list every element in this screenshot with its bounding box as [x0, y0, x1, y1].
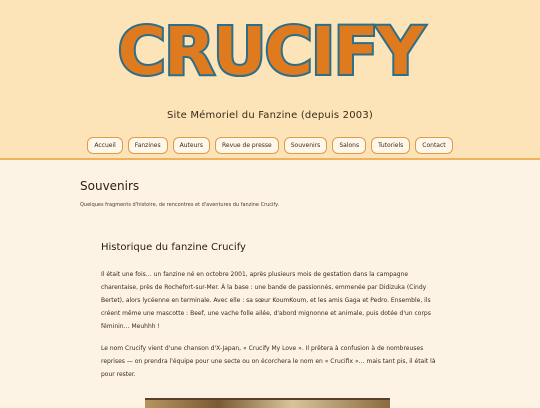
logo-text: CRUCIFY	[117, 13, 423, 90]
nav-item-souvenirs[interactable]: Souvenirs	[284, 137, 328, 154]
souvenir-photo	[145, 398, 390, 408]
history-paragraph-1: Il était une fois… un fanzine né en octobre 2001, après plusieurs mois de gestation dans la campagne charentaise, près de Rochefort-sur-Mer. À la base : une bande de passionnés, emmenée par Didizuka (Cindy Bertet), alors lycéenne en terminale. Avec elle : sa sœur KoumKoum, et les amis Gaga et Pedro. Ensemble, ils créent même une mascotte : Beef, une vache folle ailée, d'abord mignonne et animale, puis dotée d'un corps féminin… Meuhhh !	[101, 271, 431, 330]
crucify-logo-icon	[117, 4, 423, 94]
history-paragraph-2: Le nom Crucify vient d'une chanson d'X-Japan, « Crucify My Love ». Il prêtera à confusion à de nombreuses reprises — on prendra l'équipe pour une secte ou on écorchera le nom en « Crucifix »… mais tant pis, il était là pour rester.	[101, 345, 436, 378]
main-content	[0, 162, 540, 405]
nav-item-fanzines[interactable]: Fanzines	[128, 137, 168, 154]
main-nav	[0, 137, 540, 154]
nav-item-salons[interactable]: Salons	[332, 137, 366, 154]
nav-item-revue-de-presse[interactable]: Revue de presse	[215, 137, 279, 154]
nav-item-accueil[interactable]: Accueil	[87, 137, 122, 154]
site-subtitle: Site Mémoriel du Fanzine (depuis 2003)	[166, 110, 374, 121]
nav-item-tutoriels[interactable]: Tutoriels	[371, 137, 410, 154]
site-header	[0, 0, 540, 160]
page-intro: Quelques fragments d'histoire, de rencontres et d'aventures du fanzine Crucify.	[80, 202, 279, 208]
nav-item-contact[interactable]: Contact	[415, 137, 452, 154]
logo[interactable]	[0, 4, 540, 96]
nav-item-auteurs[interactable]: Auteurs	[173, 137, 210, 154]
section-title: Historique du fanzine Crucify	[101, 242, 246, 253]
page-title: Souvenirs	[80, 179, 140, 193]
